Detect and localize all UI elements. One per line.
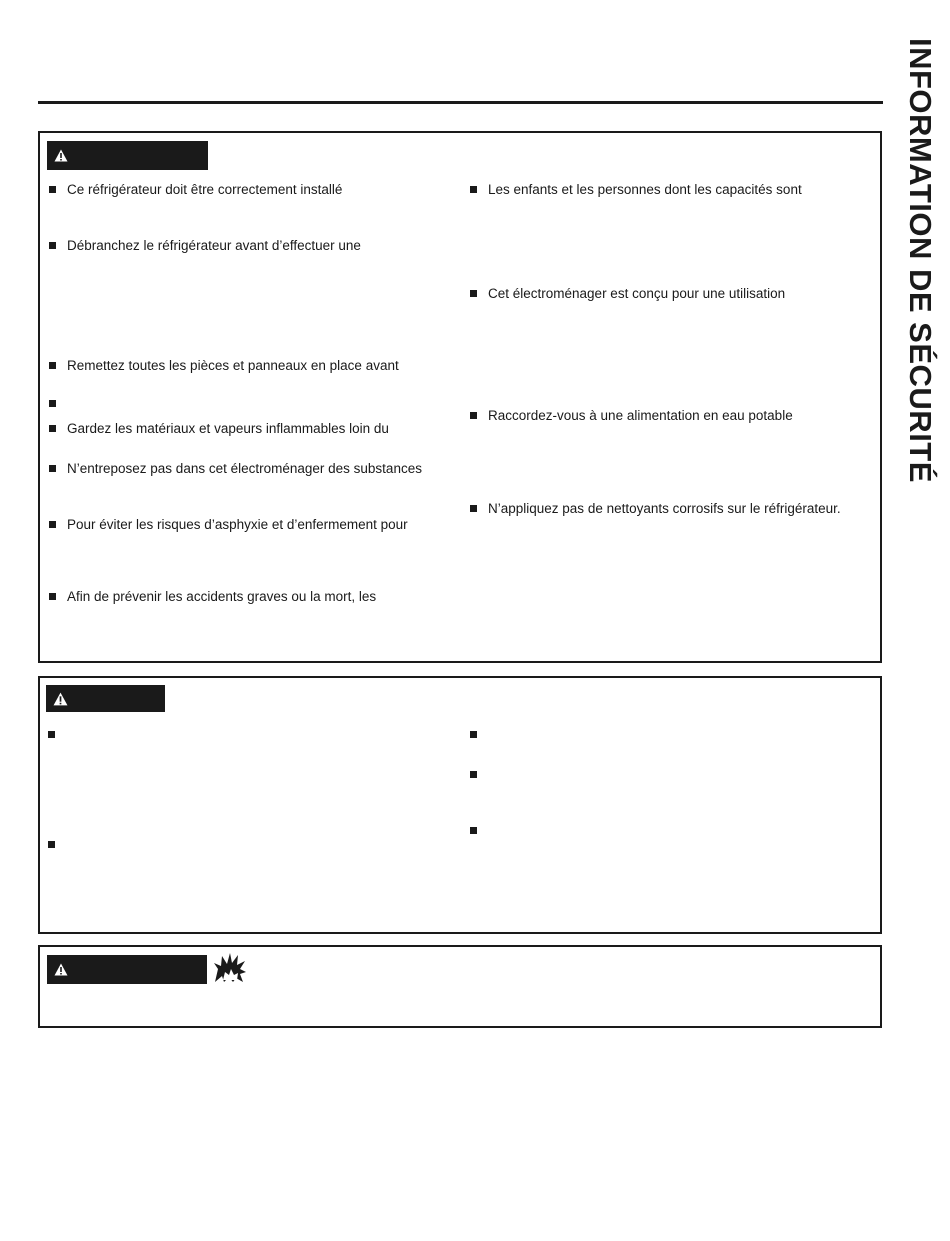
list-item: Gardez les matériaux et vapeurs inflammables loin du <box>49 421 389 437</box>
list-item: Cet électroménager est conçu pour une utilisation <box>470 286 785 302</box>
warning-triangle-icon <box>53 692 68 706</box>
bullet-icon <box>470 186 477 193</box>
list-item: Pour éviter les risques d’asphyxie et d’enfermement pour <box>49 517 408 533</box>
list-item: Ce réfrigérateur doit être correctement installé <box>49 182 342 198</box>
danger-signal-banner <box>47 955 207 984</box>
list-item <box>470 732 488 739</box>
section-side-title: INFORMATION DE SÉCURITÉ <box>903 38 938 483</box>
danger-box <box>38 945 882 1028</box>
bullet-icon <box>49 362 56 369</box>
list-item <box>470 828 488 835</box>
list-item: N’entreposez pas dans cet électroménager des substances <box>49 461 422 477</box>
list-item <box>470 772 488 779</box>
caution-signal-banner <box>46 685 165 712</box>
bullet-icon <box>470 731 477 738</box>
warning-signal-banner <box>47 141 208 170</box>
bullet-icon <box>48 731 55 738</box>
header-rule <box>38 101 883 104</box>
bullet-icon <box>49 242 56 249</box>
list-item <box>48 842 66 849</box>
bullet-icon <box>49 593 56 600</box>
bullet-icon <box>470 412 477 419</box>
bullet-icon <box>49 465 56 472</box>
bullet-icon <box>470 505 477 512</box>
bullet-icon <box>48 841 55 848</box>
bullet-icon <box>470 827 477 834</box>
list-item: Les enfants et les personnes dont les capacités sont <box>470 182 802 198</box>
warning-triangle-icon <box>54 963 68 976</box>
list-item: Afin de prévenir les accidents graves ou la mort, les <box>49 589 376 605</box>
warning-box <box>38 131 882 663</box>
list-item: Remettez toutes les pièces et panneaux en place avant <box>49 358 399 374</box>
bullet-icon <box>49 400 56 407</box>
caution-box <box>38 676 882 934</box>
bullet-icon <box>470 771 477 778</box>
bullet-icon <box>470 290 477 297</box>
list-item: Débranchez le réfrigérateur avant d’effectuer une <box>49 238 361 254</box>
list-item <box>49 401 67 408</box>
list-item <box>48 732 66 739</box>
list-item: N’appliquez pas de nettoyants corrosifs sur le réfrigérateur. <box>470 501 841 517</box>
bullet-icon <box>49 186 56 193</box>
explosion-icon <box>214 953 246 983</box>
warning-triangle-icon <box>54 149 68 162</box>
bullet-icon <box>49 425 56 432</box>
list-item: Raccordez-vous à une alimentation en eau potable <box>470 408 793 424</box>
bullet-icon <box>49 521 56 528</box>
